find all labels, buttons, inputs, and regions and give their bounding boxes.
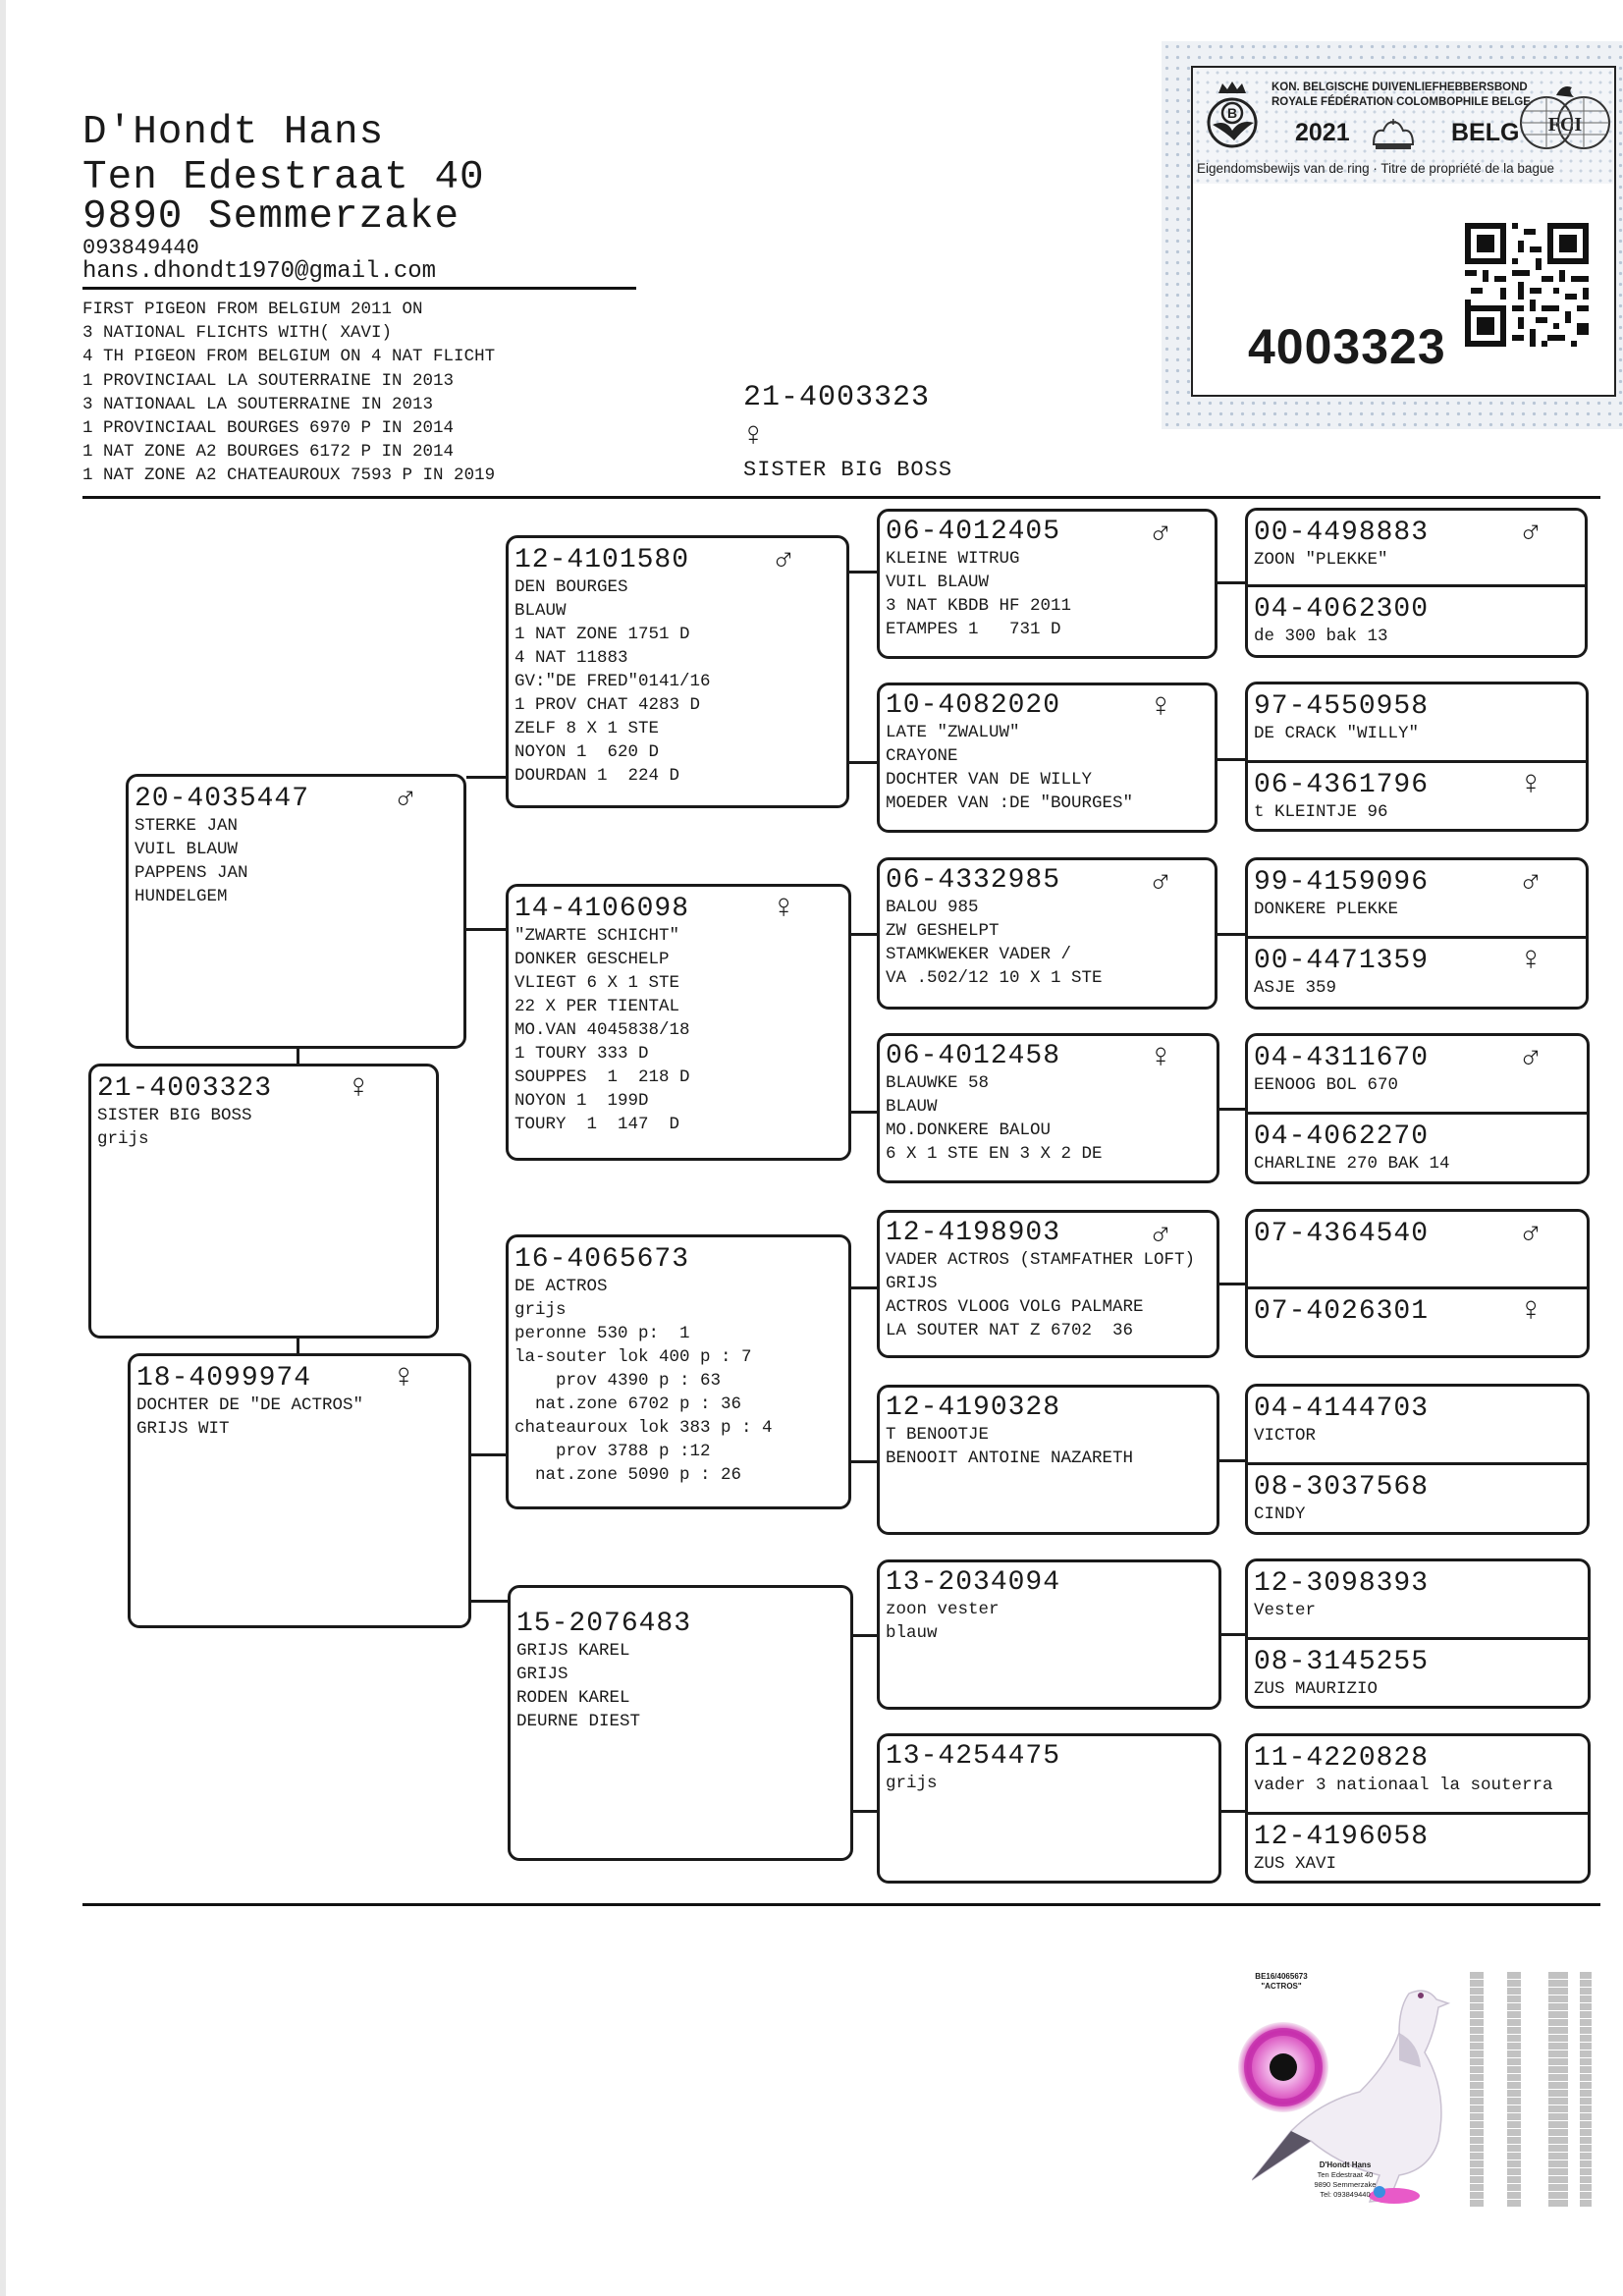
connector-line xyxy=(466,928,506,931)
connector-line xyxy=(1217,1633,1245,1636)
ring-number: 12-4101580 xyxy=(514,545,690,575)
detail-line: peronne 530 p: 1 xyxy=(514,1324,690,1343)
ring-number: 04-4311670 xyxy=(1254,1043,1430,1073)
qr-code-icon xyxy=(1465,223,1589,347)
detail-line: STAMKWEKER VADER / xyxy=(886,945,1072,964)
detail-line: chateauroux lok 383 p : 4 xyxy=(514,1418,773,1438)
ring-number: 08-3145255 xyxy=(1254,1647,1430,1677)
gen4-dam[interactable] xyxy=(1248,1112,1587,1184)
connector-line xyxy=(1217,933,1245,936)
achievement-item: 1 PROVINCIAAL BOURGES 6970 P IN 2014 xyxy=(82,418,455,439)
gen4-sire[interactable] xyxy=(1248,1212,1587,1286)
gen4-dam[interactable] xyxy=(1248,936,1586,1010)
svg-text:FCI: FCI xyxy=(1547,114,1583,136)
gen4-sire[interactable] xyxy=(1248,1561,1588,1637)
svg-text:B: B xyxy=(1226,105,1238,121)
detail-line: DONKER GESCHELP xyxy=(514,950,670,969)
subject-ring-number: 21-4003323 xyxy=(743,381,931,414)
connector-line xyxy=(1217,758,1245,761)
detail-line: CHARLINE 270 BAK 14 xyxy=(1254,1154,1450,1174)
ring-number: 14-4106098 xyxy=(514,894,690,924)
ring-number: 21-4003323 xyxy=(97,1073,273,1104)
connector-line xyxy=(1217,1810,1245,1813)
pigeon-photo-card xyxy=(1222,1964,1620,2214)
detail-line: ZOON "PLEKKE" xyxy=(1254,550,1388,570)
connector-line xyxy=(466,776,506,779)
pedigree-box-gen3[interactable] xyxy=(877,1385,1219,1535)
certificate-subtitle: Eigendomsbewijs van de ring · Titre de propriété de la bague xyxy=(1197,161,1554,176)
detail-line: VLIEGT 6 X 1 STE xyxy=(514,973,680,993)
gen4-dam[interactable] xyxy=(1248,584,1585,658)
detail-line: MO.DONKERE BALOU xyxy=(886,1121,1052,1140)
achievement-item: 3 NATIONAAL LA SOUTERRAINE IN 2013 xyxy=(82,394,434,414)
female-icon: ♀ xyxy=(349,1070,369,1108)
photo-pigeon-name: "ACTROS" xyxy=(1261,1982,1302,1991)
male-icon: ♂ xyxy=(1521,1216,1542,1253)
pedigree-box-gen3[interactable] xyxy=(877,1733,1221,1884)
pedigree-box-gen3[interactable] xyxy=(877,509,1217,659)
pedigree-box-gen3[interactable] xyxy=(877,1559,1221,1710)
pedigree-box-gen4[interactable] xyxy=(1245,682,1589,832)
detail-line: BLAUWKE 58 xyxy=(886,1073,990,1093)
detail-line: ZELF 8 X 1 STE xyxy=(514,719,660,738)
achievements-list xyxy=(82,298,495,488)
detail-line: Vester xyxy=(1254,1601,1317,1620)
connector-line xyxy=(297,1049,299,1064)
detail-line: vader 3 nationaal la souterra xyxy=(1254,1776,1553,1795)
detail-line: VUIL BLAUW xyxy=(135,840,239,859)
connector-line xyxy=(1217,1283,1245,1285)
male-icon: ♂ xyxy=(396,781,416,818)
pedigree-box-subject[interactable] xyxy=(88,1064,439,1339)
detail-line: LATE "ZWALUW" xyxy=(886,723,1020,742)
subject-name: SISTER BIG BOSS xyxy=(743,458,953,482)
pedigree-box-gen3[interactable] xyxy=(877,857,1217,1010)
detail-line: 1 PROV CHAT 4283 D xyxy=(514,695,701,715)
male-icon: ♂ xyxy=(1151,864,1171,902)
pedigree-box-sire[interactable] xyxy=(126,774,466,1049)
male-icon: ♂ xyxy=(1521,864,1542,902)
achievement-item: 3 NATIONAL FLICHTS WITH( XAVI) xyxy=(82,323,393,344)
detail-line: T BENOOTJE xyxy=(886,1425,990,1445)
detail-line: DE CRACK "WILLY" xyxy=(1254,724,1420,743)
connector-line xyxy=(853,1634,877,1637)
detail-line: 1 TOURY 333 D xyxy=(514,1044,649,1064)
pedigree-box-gen4[interactable] xyxy=(1245,1209,1590,1358)
ring-number: 12-4190328 xyxy=(886,1393,1061,1423)
ring-certificate xyxy=(1162,41,1623,429)
ring-number: 97-4550958 xyxy=(1254,691,1430,722)
ring-number: 06-4332985 xyxy=(886,865,1061,896)
detail-line: GV:"DE FRED"0141/16 xyxy=(514,672,711,691)
ring-number: 00-4498883 xyxy=(1254,518,1430,548)
certificate-org-dutch: KON. BELGISCHE DUIVENLIEFHEBBERSBOND xyxy=(1271,82,1528,93)
female-icon: ♀ xyxy=(743,418,764,456)
ring-number: 08-3037568 xyxy=(1254,1472,1430,1503)
male-icon: ♂ xyxy=(1521,515,1542,552)
gen4-dam[interactable] xyxy=(1248,1462,1587,1535)
detail-line: GRIJS KAREL xyxy=(516,1641,630,1661)
connector-line xyxy=(851,933,877,936)
fci-logo-icon xyxy=(1517,82,1613,150)
gen4-sire[interactable] xyxy=(1248,1036,1587,1112)
detail-line: GRIJS xyxy=(516,1665,568,1684)
pedigree-box-dam[interactable] xyxy=(128,1353,471,1628)
footer-divider xyxy=(82,1903,1600,1906)
achievement-item: 4 TH PIGEON FROM BELGIUM ON 4 NAT FLICHT xyxy=(82,347,496,367)
achievement-item: 1 NAT ZONE A2 CHATEAUROUX 7593 P IN 2019 xyxy=(82,465,496,486)
connector-line xyxy=(471,1453,508,1456)
detail-line: CRAYONE xyxy=(886,746,958,766)
photo-owner-city: 9890 Semmerzake xyxy=(1314,2180,1377,2189)
detail-line: ZUS MAURIZIO xyxy=(1254,1679,1379,1699)
connector-line xyxy=(853,1810,877,1813)
detail-line: LA SOUTER NAT Z 6702 36 xyxy=(886,1321,1134,1340)
detail-line: blauw xyxy=(886,1623,938,1643)
connector-line xyxy=(1217,581,1245,584)
female-icon: ♀ xyxy=(1151,689,1171,727)
detail-line: BALOU 985 xyxy=(886,898,979,917)
ring-number: 13-2034094 xyxy=(886,1567,1061,1598)
crown-icon xyxy=(1370,119,1417,152)
female-icon: ♀ xyxy=(1521,943,1542,980)
detail-line: 6 X 1 STE EN 3 X 2 DE xyxy=(886,1144,1103,1164)
ring-number: 12-4198903 xyxy=(886,1218,1061,1248)
detail-line: DONKERE PLEKKE xyxy=(1254,900,1399,919)
ring-number: 06-4361796 xyxy=(1254,770,1430,800)
ring-number: 00-4471359 xyxy=(1254,946,1430,976)
pedigree-box-gen3[interactable] xyxy=(877,683,1217,833)
pedigree-box-gen4[interactable] xyxy=(1245,508,1588,658)
detail-line: EENOOG BOL 670 xyxy=(1254,1075,1399,1095)
detail-line: HUNDELGEM xyxy=(135,887,228,906)
detail-line: KLEINE WITRUG xyxy=(886,549,1020,569)
detail-line: grijs xyxy=(514,1300,567,1320)
detail-line: DOURDAN 1 224 D xyxy=(514,766,680,786)
connector-line xyxy=(851,1286,877,1289)
detail-line: RODEN KAREL xyxy=(516,1688,630,1708)
header-divider xyxy=(82,287,636,290)
detail-line: ZUS XAVI xyxy=(1254,1854,1337,1874)
ring-number: 18-4099974 xyxy=(136,1363,312,1394)
connector-line xyxy=(851,1460,877,1463)
detail-line: ETAMPES 1 731 D xyxy=(886,620,1061,639)
detail-line: MO.VAN 4045838/18 xyxy=(514,1020,690,1040)
female-icon: ♀ xyxy=(394,1360,414,1397)
kbdb-logo-icon xyxy=(1205,80,1260,148)
achievement-item: 1 PROVINCIAAL LA SOUTERRAINE IN 2013 xyxy=(82,370,455,391)
detail-line: prov 4390 p : 63 xyxy=(514,1371,722,1391)
detail-line: ASJE 359 xyxy=(1254,978,1337,998)
scan-edge xyxy=(0,0,6,2296)
detail-line: VA .502/12 10 X 1 STE xyxy=(886,968,1103,988)
owner-name: D'Hondt Hans xyxy=(82,110,385,155)
detail-line: nat.zone 6702 p : 36 xyxy=(514,1394,742,1414)
ring-number: 11-4220828 xyxy=(1254,1743,1430,1774)
detail-line: la-souter lok 400 p : 7 xyxy=(514,1347,752,1367)
female-icon: ♀ xyxy=(1521,767,1542,804)
certificate-year: 2021 xyxy=(1295,119,1350,146)
certificate-ring-number: 4003323 xyxy=(1248,319,1446,374)
achievement-item: 1 NAT ZONE A2 BOURGES 6172 P IN 2014 xyxy=(82,442,455,463)
detail-line: GRIJS WIT xyxy=(136,1419,230,1439)
male-icon: ♂ xyxy=(1151,1217,1171,1254)
detail-line: zoon vester xyxy=(886,1600,1000,1619)
gen4-sire[interactable] xyxy=(1248,511,1585,584)
gen4-sire[interactable] xyxy=(1248,860,1586,936)
ring-number: 07-4026301 xyxy=(1254,1296,1430,1327)
connector-line xyxy=(297,1339,299,1353)
gen4-sire[interactable] xyxy=(1248,1736,1588,1812)
owner-street: Ten Edestraat 40 xyxy=(82,155,485,200)
detail-line: grijs xyxy=(97,1129,149,1149)
connector-line xyxy=(851,1111,877,1114)
male-icon: ♂ xyxy=(1151,516,1171,553)
ring-number: 10-4082020 xyxy=(886,690,1061,721)
detail-line: TOURY 1 147 D xyxy=(514,1115,680,1134)
certificate-country: BELG xyxy=(1451,119,1520,146)
gen4-dam[interactable] xyxy=(1248,760,1586,832)
detail-line: ACTROS VLOOG VOLG PALMARE xyxy=(886,1297,1144,1317)
female-icon: ♀ xyxy=(1151,1040,1171,1077)
detail-line: prov 3788 p :12 xyxy=(514,1442,711,1461)
photo-owner-phone: Tel: 093849440 xyxy=(1320,2190,1371,2199)
ring-number: 06-4012458 xyxy=(886,1041,1061,1071)
photo-results-table xyxy=(1470,1972,1597,2208)
detail-line: VICTOR xyxy=(1254,1426,1317,1446)
pedigree-box-gen3[interactable] xyxy=(877,1033,1219,1183)
connector-line xyxy=(1217,1108,1245,1111)
detail-line: MOEDER VAN :DE "BOURGES" xyxy=(886,793,1134,813)
detail-line: GRIJS xyxy=(886,1274,938,1293)
photo-owner-name: D'Hondt Hans xyxy=(1319,2160,1372,2169)
detail-line: BLAUW xyxy=(886,1097,938,1117)
detail-line: SISTER BIG BOSS xyxy=(97,1106,252,1125)
detail-line: DEN BOURGES xyxy=(514,577,628,597)
ring-number: 99-4159096 xyxy=(1254,867,1430,898)
detail-line: STERKE JAN xyxy=(135,816,239,836)
detail-line: DEURNE DIEST xyxy=(516,1712,641,1731)
detail-line: VUIL BLAUW xyxy=(886,573,990,592)
pedigree-box-gen4[interactable] xyxy=(1245,1384,1590,1535)
detail-line: "ZWARTE SCHICHT" xyxy=(514,926,680,946)
pedigree-box-gen4[interactable] xyxy=(1245,1033,1590,1184)
ring-number: 04-4062300 xyxy=(1254,594,1430,625)
pedigree-box-gen2[interactable] xyxy=(506,1234,851,1509)
detail-line: 22 X PER TIENTAL xyxy=(514,997,680,1016)
ring-number: 15-2076483 xyxy=(516,1609,692,1639)
owner-email: hans.dhondt1970@gmail.com xyxy=(82,258,437,285)
detail-line: nat.zone 5090 p : 26 xyxy=(514,1465,742,1485)
pedigree-box-gen2[interactable] xyxy=(508,1585,853,1861)
connector-line xyxy=(1217,1459,1245,1462)
female-icon: ♀ xyxy=(774,891,794,928)
female-icon: ♀ xyxy=(1521,1293,1542,1331)
detail-line: DE ACTROS xyxy=(514,1277,608,1296)
gen4-dam[interactable] xyxy=(1248,1812,1588,1884)
ring-number: 06-4012405 xyxy=(886,517,1061,547)
ring-number: 12-4196058 xyxy=(1254,1822,1430,1852)
detail-line: DOCHTER DE "DE ACTROS" xyxy=(136,1395,364,1415)
gen4-sire[interactable] xyxy=(1248,684,1586,760)
pedigree-box-gen4[interactable] xyxy=(1245,857,1589,1010)
ring-number: 16-4065673 xyxy=(514,1244,690,1275)
pedigree-box-gen4[interactable] xyxy=(1245,1558,1591,1709)
detail-line: BENOOIT ANTOINE NAZARETH xyxy=(886,1449,1134,1468)
male-icon: ♂ xyxy=(774,542,794,579)
certificate-org-french: ROYALE FÉDÉRATION COLOMBOPHILE BELGE xyxy=(1271,96,1531,108)
male-icon: ♂ xyxy=(1521,1040,1542,1077)
connector-line xyxy=(849,761,877,764)
ring-number: 07-4364540 xyxy=(1254,1219,1430,1249)
ring-number: 20-4035447 xyxy=(135,784,310,814)
pedigree-box-gen2[interactable] xyxy=(506,884,851,1161)
ring-number: 04-4062270 xyxy=(1254,1121,1430,1152)
owner-phone: 093849440 xyxy=(82,236,199,260)
pedigree-box-gen4[interactable] xyxy=(1245,1733,1591,1884)
detail-line: SOUPPES 1 218 D xyxy=(514,1067,690,1087)
photo-owner-block xyxy=(1296,2160,1394,2200)
detail-line: 1 NAT ZONE 1751 D xyxy=(514,625,690,644)
gen4-sire[interactable] xyxy=(1248,1387,1587,1462)
detail-line: 4 NAT 11883 xyxy=(514,648,628,668)
detail-line: DOCHTER VAN DE WILLY xyxy=(886,770,1093,790)
achievement-item: FIRST PIGEON FROM BELGIUM 2011 ON xyxy=(82,300,423,319)
pedigree-box-gen2[interactable] xyxy=(506,535,849,808)
ring-number: 04-4144703 xyxy=(1254,1394,1430,1424)
detail-line: NOYON 1 620 D xyxy=(514,742,660,762)
detail-line: PAPPENS JAN xyxy=(135,863,248,883)
gen4-dam[interactable] xyxy=(1248,1637,1588,1709)
owner-city: 9890 Semmerzake xyxy=(82,194,460,240)
pedigree-box-gen3[interactable] xyxy=(877,1210,1219,1358)
connector-line xyxy=(471,1600,508,1603)
ring-number: 12-3098393 xyxy=(1254,1568,1430,1599)
certificate-card xyxy=(1191,66,1616,397)
detail-line: BLAUW xyxy=(514,601,567,621)
photo-owner-street: Ten Edestraat 40 xyxy=(1317,2170,1374,2179)
ring-number: 13-4254475 xyxy=(886,1741,1061,1772)
connector-line xyxy=(849,571,877,574)
detail-line: de 300 bak 13 xyxy=(1254,627,1388,646)
detail-line: 3 NAT KBDB HF 2011 xyxy=(886,596,1072,616)
detail-line: NOYON 1 199D xyxy=(514,1091,649,1111)
detail-line: VADER ACTROS (STAMFATHER LOFT) xyxy=(886,1250,1196,1270)
detail-line: ZW GESHELPT xyxy=(886,921,1000,941)
detail-line: grijs xyxy=(886,1774,938,1793)
detail-line: t KLEINTJE 96 xyxy=(1254,802,1388,822)
title-divider xyxy=(82,496,1600,499)
detail-line: CINDY xyxy=(1254,1504,1306,1524)
gen4-dam[interactable] xyxy=(1248,1286,1587,1358)
photo-ring-number: BE16/4065673 xyxy=(1255,1972,1308,1981)
